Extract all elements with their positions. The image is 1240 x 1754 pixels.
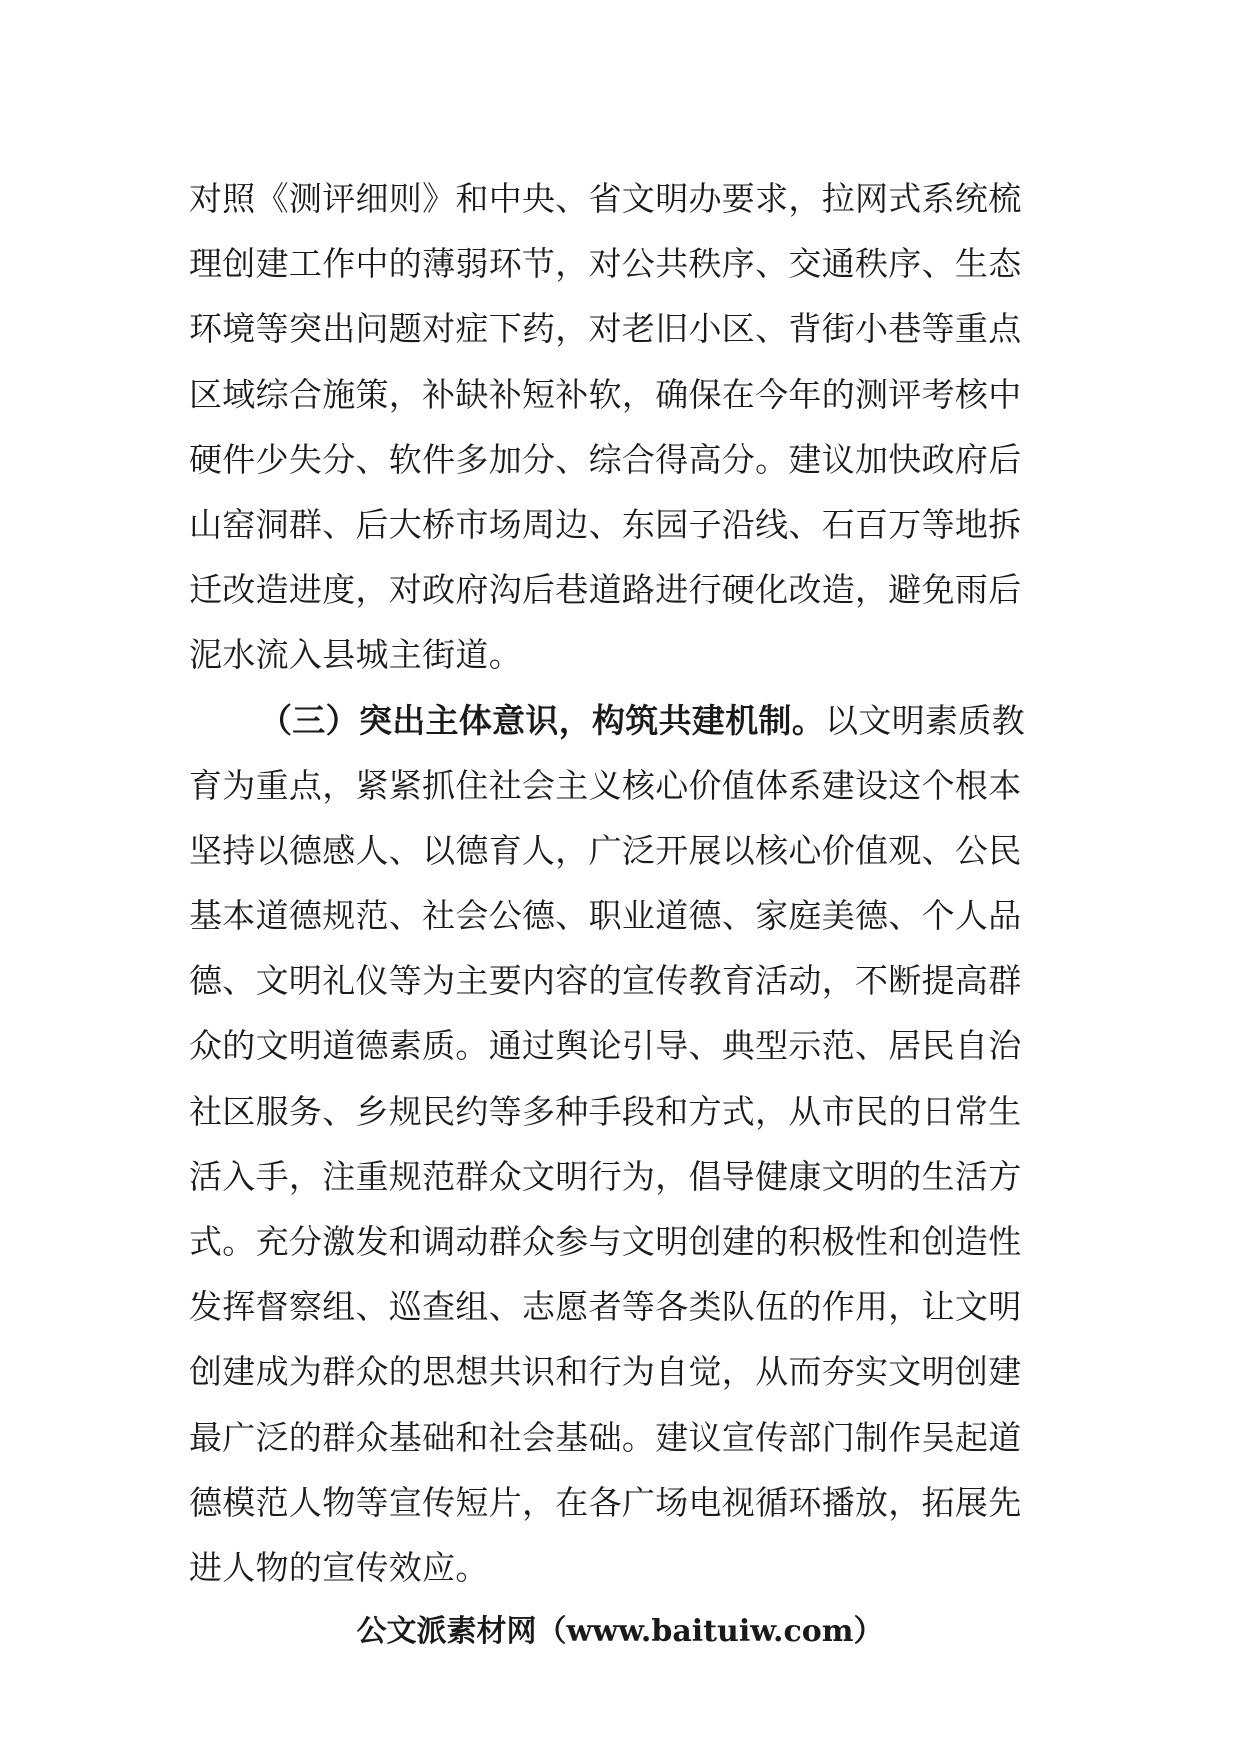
footer-watermark: 公文派素材网（www.baituiw.com） xyxy=(356,1614,884,1649)
text-line: 泥水流入县城主街道。 xyxy=(189,635,522,675)
section-heading: （三）突出主体意识，构筑共建机制。 xyxy=(259,700,826,740)
text-line: 活入手，注重规范群众文明行为，倡导健康文明的生活方 xyxy=(189,1156,1022,1196)
text-line: 众的文明道德素质。通过舆论引导、典型示范、居民自治 xyxy=(189,1026,1022,1066)
paragraph-2 xyxy=(189,688,1064,1601)
text-line: 基本道德规范、社会公德、职业道德、家庭美德、个人品 xyxy=(189,896,1022,936)
text-line: 硬件少失分、软件多加分、综合得高分。建议加快政府后 xyxy=(189,439,1022,479)
text-line: 最广泛的群众基础和社会基础。建议宣传部门制作吴起道 xyxy=(189,1417,1022,1457)
text-line: 进人物的宣传效应。 xyxy=(189,1547,489,1587)
text-line: 环境等突出问题对症下药，对老旧小区、背街小巷等重点 xyxy=(189,309,1022,349)
text-line: 山窑洞群、后大桥市场周边、东园子沿线、石百万等地拆 xyxy=(189,504,1022,544)
text-line: 创建成为群众的思想共识和行为自觉，从而夯实文明创建 xyxy=(189,1352,1022,1392)
text-line: 理创建工作中的薄弱环节，对公共秩序、交通秩序、生态 xyxy=(189,244,1022,284)
text-line: 社区服务、乡规民约等多种手段和方式，从市民的日常生 xyxy=(189,1091,1022,1131)
text-line: 坚持以德感人、以德育人，广泛开展以核心价值观、公民 xyxy=(189,830,1022,870)
paragraph-1 xyxy=(189,166,1064,688)
text-line: 对照《测评细则》和中央、省文明办要求，拉网式系统梳 xyxy=(189,179,1022,218)
section-heading-line xyxy=(189,688,1064,753)
text-line: 育为重点，紧紧抓住社会主义核心价值体系建设这个根本 xyxy=(189,765,1022,805)
text-line: 式。充分激发和调动群众参与文明创建的积极性和创造性 xyxy=(189,1222,1022,1261)
heading-line-text: 以文明素质教 xyxy=(825,700,1025,740)
text-line: 区域综合施策，补缺补短补软，确保在今年的测评考核中 xyxy=(189,374,1022,414)
text-line: 德模范人物等宣传短片，在各广场电视循环播放，拓展先 xyxy=(189,1482,1022,1522)
body-text xyxy=(189,166,1064,1600)
text-line: 发挥督察组、巡查组、志愿者等各类队伍的作用，让文明 xyxy=(189,1287,1022,1327)
text-line: 德、文明礼仪等为主要内容的宣传教育活动，不断提高群 xyxy=(189,961,1022,1001)
text-line: 迁改造进度，对政府沟后巷道路进行硬化改造，避免雨后 xyxy=(189,570,1022,610)
